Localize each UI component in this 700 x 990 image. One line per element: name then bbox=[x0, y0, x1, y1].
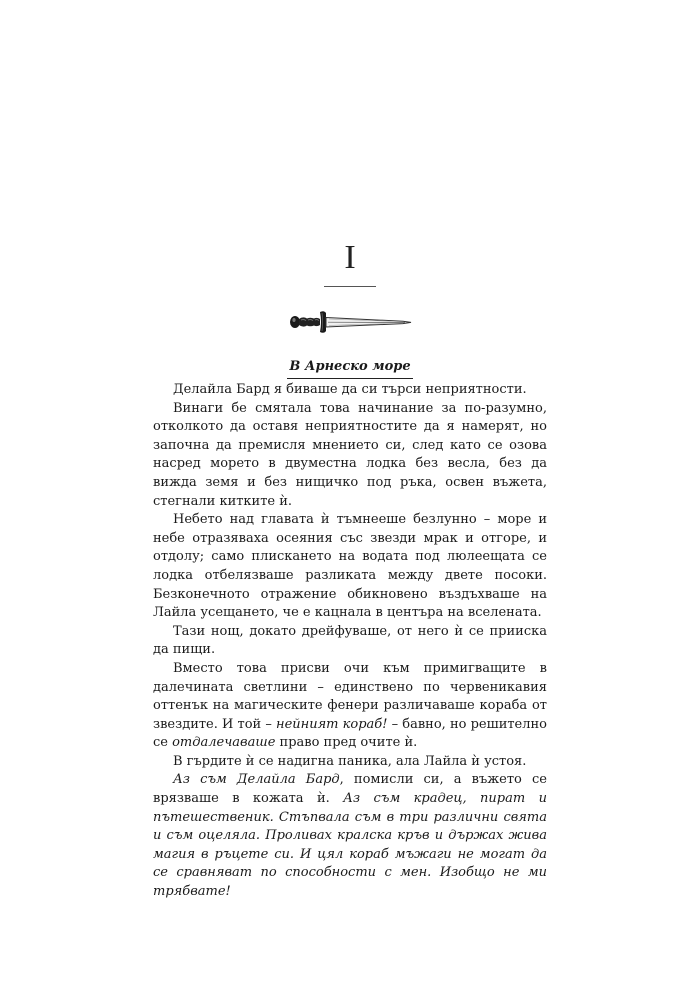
text-run: право пред очите ѝ. bbox=[275, 735, 418, 751]
paragraph bbox=[153, 381, 547, 400]
italic-text-run: Аз съм крадец, пират и пътешественик. Стъпвала съм в три различни свята и съм оцеляла. Проливах кралска кръв и държах жива магия в ръцете си. И цял кораб мъжаги не могат да се сравняват по способности с мен. Изобщо не ми трябвате! bbox=[153, 791, 547, 900]
paragraph bbox=[153, 753, 547, 772]
paragraph bbox=[153, 511, 547, 623]
text-run: Винаги бе смятала това начинание за по-разумно, отколкото да оставя неприятностите да я намерят, но започна да премисля мнението си, след като се озова насред морето в двуместна лодка без весла, без да вижда земя и без нищичко под ръка, освен въжета, стегнали китките ѝ. bbox=[153, 400, 547, 509]
chapter-number: I bbox=[344, 239, 356, 276]
paragraph bbox=[153, 771, 547, 901]
text-run: Вместо това присви очи към примигващите в далечината светлини – единствено по червеникавия оттенък на магическите фенери различаваше кораба от звездите. И той – bbox=[153, 660, 547, 732]
italic-text-run: Аз съм Делайла Бард bbox=[173, 772, 340, 788]
paragraph bbox=[153, 660, 547, 753]
body-text bbox=[153, 381, 547, 902]
text-run: Делайла Бард я биваше да си търси неприятности. bbox=[173, 382, 527, 397]
text-run: Тази нощ, докато дрейфуваше, от него ѝ се прииска да пищи. bbox=[153, 623, 547, 658]
dagger-icon bbox=[289, 304, 413, 344]
text-run: Небето над главата ѝ тъмнееше безлунно – море и небе отразяваха осеяния със звезди мрак и отгоре, и отдолу; само плискането на водата под люлеещата се лодка отбелязваше разликата между двете посоки. Безконечното отражение обикновено въздъхваше на Лайла усещането, че е кацнала в центъра на вселената. bbox=[153, 512, 547, 621]
italic-text-run: нейният кораб! bbox=[276, 716, 388, 732]
italic-text-run: отдалечаваше bbox=[172, 735, 276, 751]
paragraph bbox=[153, 400, 547, 512]
text-run: , помисли си, а въжето се врязваше в кожата ѝ. bbox=[153, 772, 547, 807]
text-run: В гърдите ѝ се надигна паника, ала Лайла ѝ устоя. bbox=[173, 753, 527, 769]
text-run: – бавно, но решително се bbox=[153, 716, 547, 751]
chapter-title: В Арнеско море bbox=[287, 358, 412, 379]
chapter-number-rule bbox=[324, 286, 376, 287]
paragraph bbox=[153, 623, 547, 660]
chapter-title-wrapper bbox=[0, 355, 700, 379]
